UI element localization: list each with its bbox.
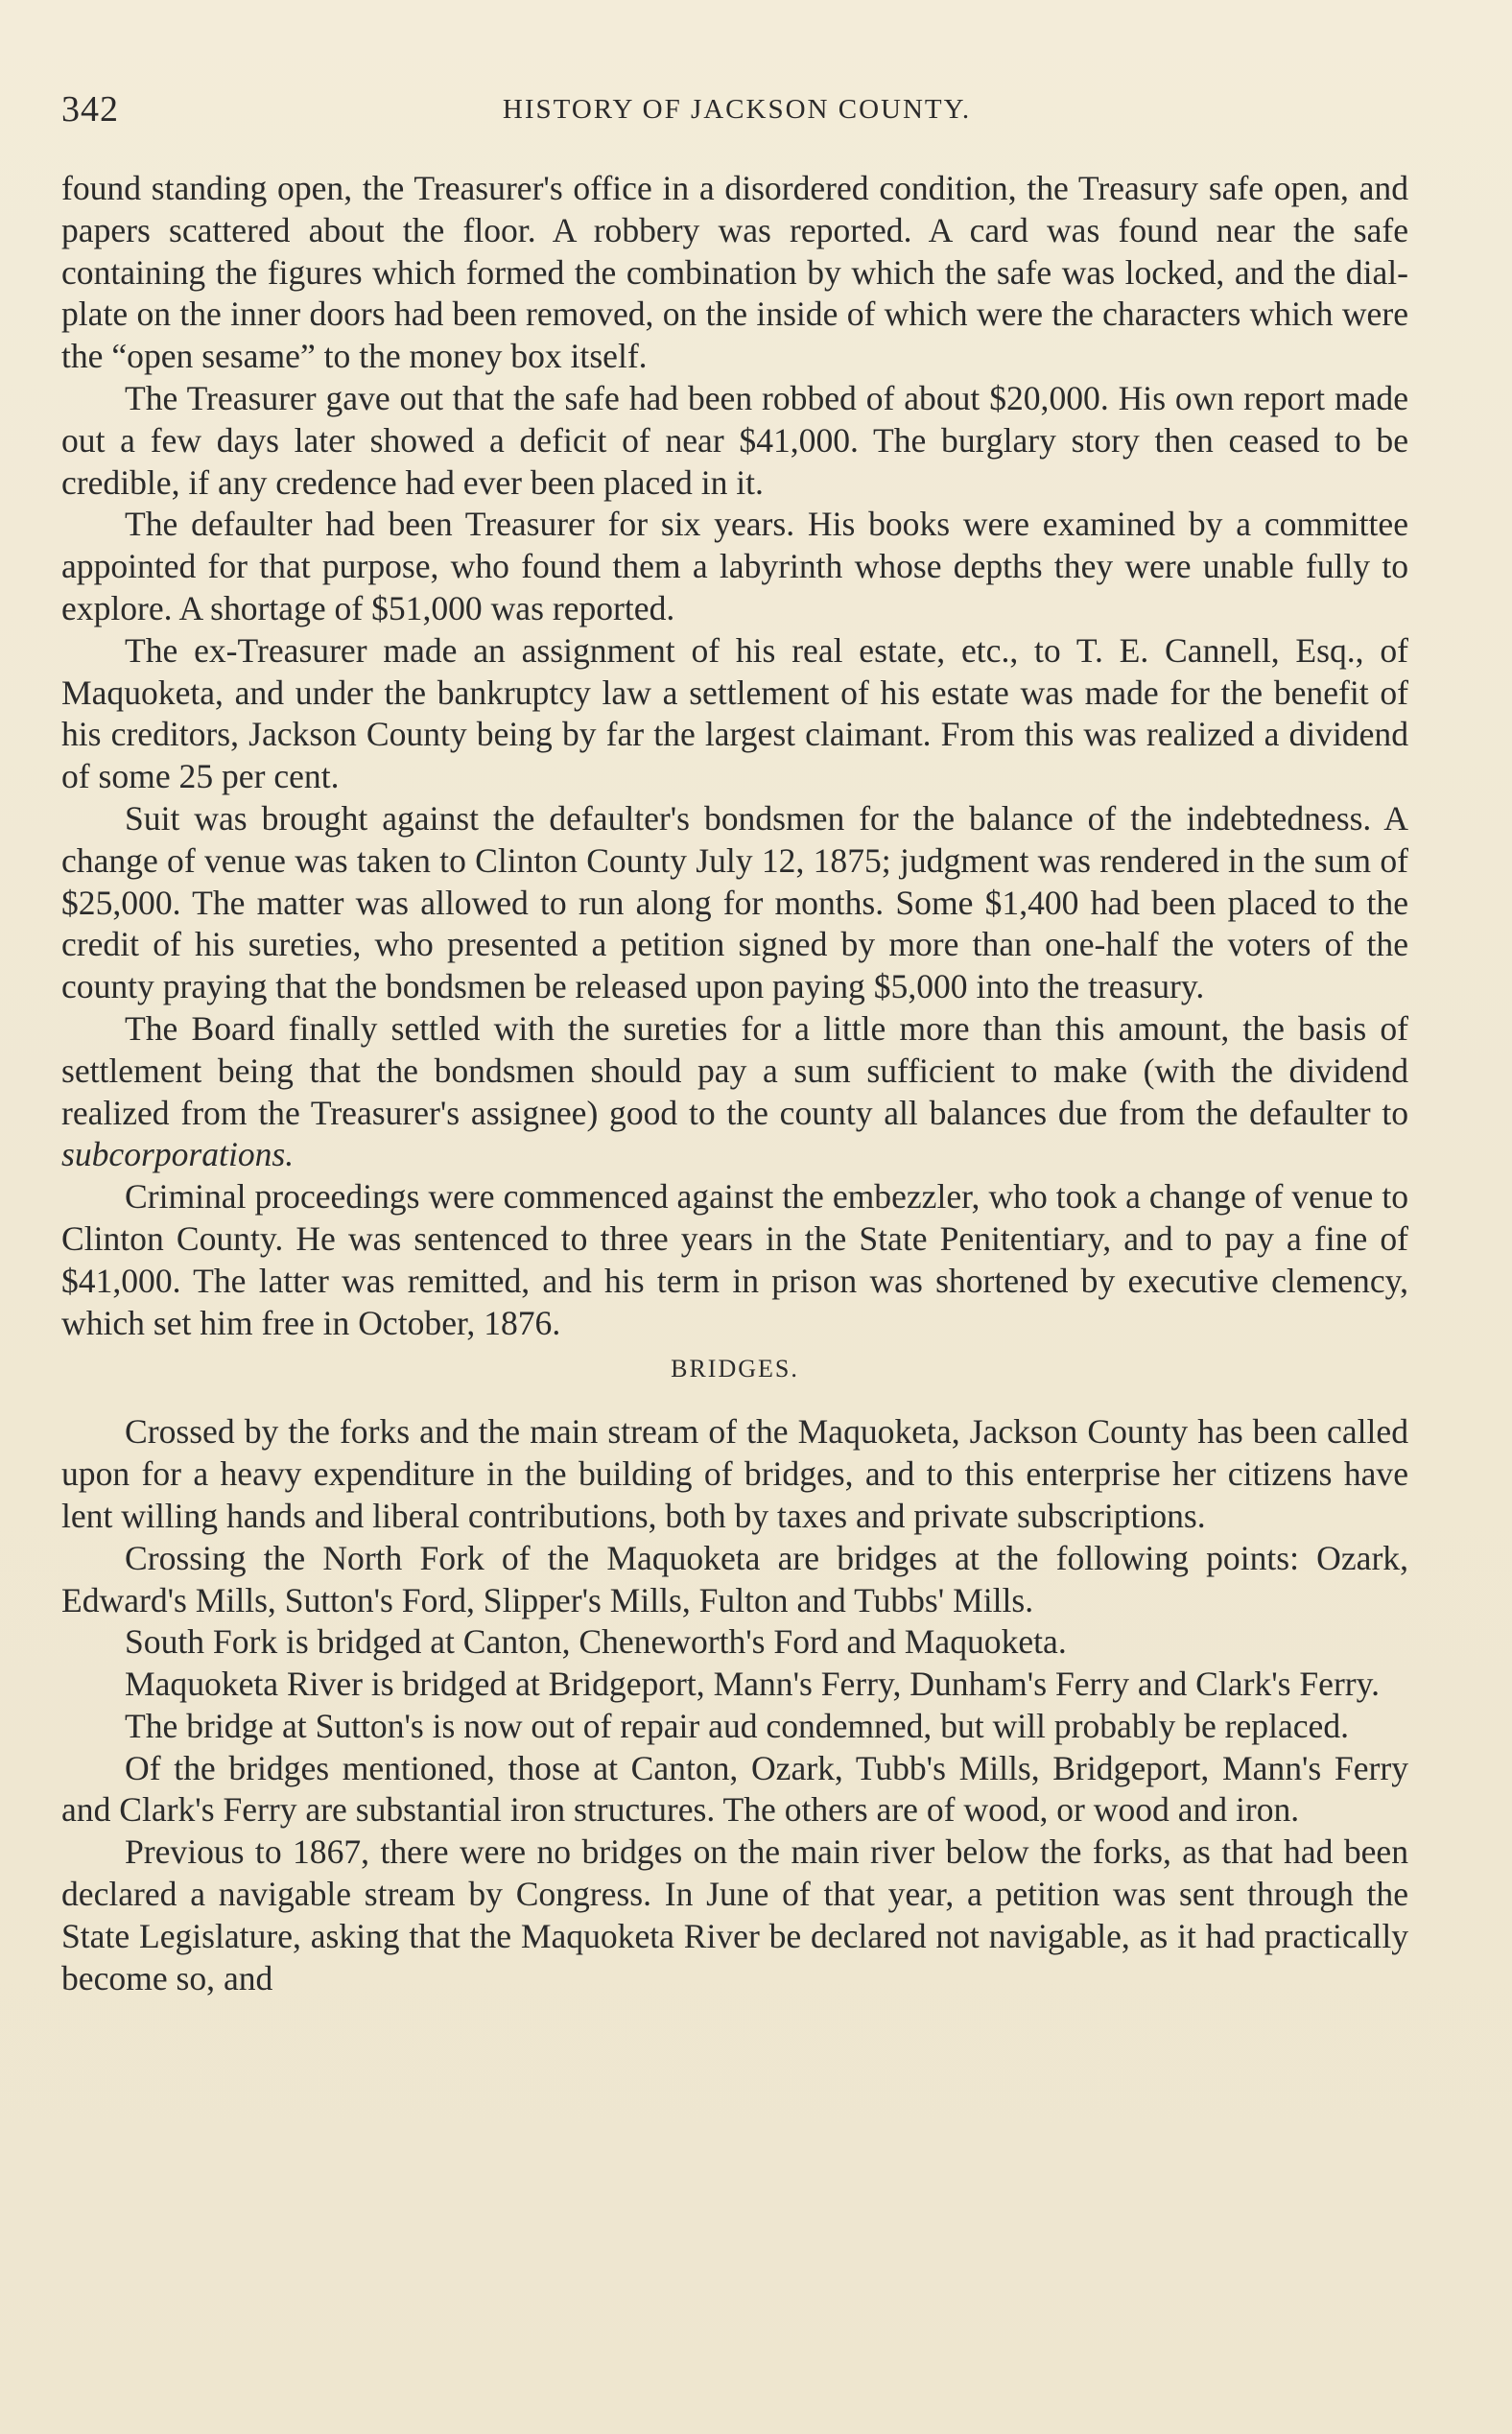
- bridges-paragraph: The bridge at Sutton's is now out of repair aud condemned, but will probably be replaced.: [125, 1706, 1350, 1745]
- page-body: [61, 168, 1408, 1999]
- bridges-paragraph: Crossing the North Fork of the Maquoketa are bridges at the following points: Ozark, Edward's Mills, Sutton's Ford, Slipper's Mills, Fulton and Tubbs' Mills.: [61, 1538, 1408, 1619]
- paragraph-criminal-proceedings: Criminal proceedings were commenced against the embezzler, who took a change of venue to Clinton County. He was sentenced to three years in the State Penitentiary, and to pay a fine of $41,000. The latter was remitted, and his term in prison was shortened by executive clemency, which set him free in October, 1876.: [61, 1177, 1408, 1342]
- paragraph-suit: Suit was brought against the defaulter's bondsmen for the balance of the indebtedness. A change of venue was taken to Clinton County July 12, 1875; judgment was rendered in the sum of $25,000. The matter was allowed to run along for months. Some $1,400 had been placed to the credit of his sureties, who presented a petition signed by more than one-half the voters of the county praying that the bondsmen be released upon paying $5,000 into the treasury.: [61, 798, 1408, 1006]
- settlement-text: The Board finally settled with the sureties for a little more than this amount, the basis of settlement being that the bondsmen should pay a sum sufficient to make (with the dividend realized from the Treasurer's assignee) good to the county all balances due from the defaulter to: [61, 1008, 1408, 1132]
- page-number: 342: [61, 89, 119, 130]
- bridges-paragraph: Maquoketa River is bridged at Bridgeport, Mann's Ferry, Dunham's Ferry and Clark's Ferry.: [125, 1665, 1381, 1704]
- page-header: [61, 88, 1412, 136]
- paragraph-settlement: [61, 1008, 1408, 1176]
- settlement-italic: subcorporations.: [61, 1135, 295, 1174]
- bridges-paragraph: Crossed by the forks and the main stream of the Maquoketa, Jackson County has been called upon for a heavy expenditure in the building of bridges, and to this enterprise her citizens have lent willing hands and liberal contributions, both by taxes and private subscriptions.: [61, 1412, 1408, 1535]
- bridges-paragraph: Of the bridges mentioned, those at Canton, Ozark, Tubb's Mills, Bridgeport, Mann's Ferry and Clark's Ferry are substantial iron structures. The others are of wood, or wood and iron.: [61, 1748, 1408, 1830]
- paragraph-robbery-report: The Treasurer gave out that the safe had been robbed of about $20,000. His own report made out a few days later showed a deficit of near $41,000. The burglary story then ceased to be credible, if any credence had ever been placed in it.: [61, 378, 1408, 502]
- paragraph-assignment: The ex-Treasurer made an assignment of his real estate, etc., to T. E. Cannell, Esq., of Maquoketa, and under the bankruptcy law a settlement of his estate was made for the benefit of his creditors, Jackson County being by far the largest claimant. From this was realized a dividend of some 25 per cent.: [61, 630, 1408, 796]
- bridges-paragraph: Previous to 1867, there were no bridges on the main river below the forks, as that had been declared a navigable stream by Congress. In June of that year, a petition was sent through the State Legislature, asking that the Maquoketa River be declared not navigable, as it had practically become so, and: [61, 1832, 1408, 1997]
- paragraph-books-examined: The defaulter had been Treasurer for six years. His books were examined by a committee appointed for that purpose, who found them a labyrinth whose depths they were unable fully to explore. A shortage of $51,000 was reported.: [61, 505, 1408, 627]
- running-head: HISTORY OF JACKSON COUNTY.: [502, 94, 972, 125]
- section-heading-bridges: BRIDGES.: [671, 1355, 799, 1383]
- paragraph-continued: found standing open, the Treasurer's office in a disordered condition, the Treasury safe open, and papers scattered about the floor. A robbery was reported. A card was found near the safe containing the figures which formed the combination by which the safe was locked, and the dial-plate on the inner doors had been removed, on the inside of which were the characters which were the “open sesame” to the money box itself.: [61, 169, 1408, 376]
- bridges-paragraph: South Fork is bridged at Canton, Cheneworth's Ford and Maquoketa.: [125, 1622, 1067, 1662]
